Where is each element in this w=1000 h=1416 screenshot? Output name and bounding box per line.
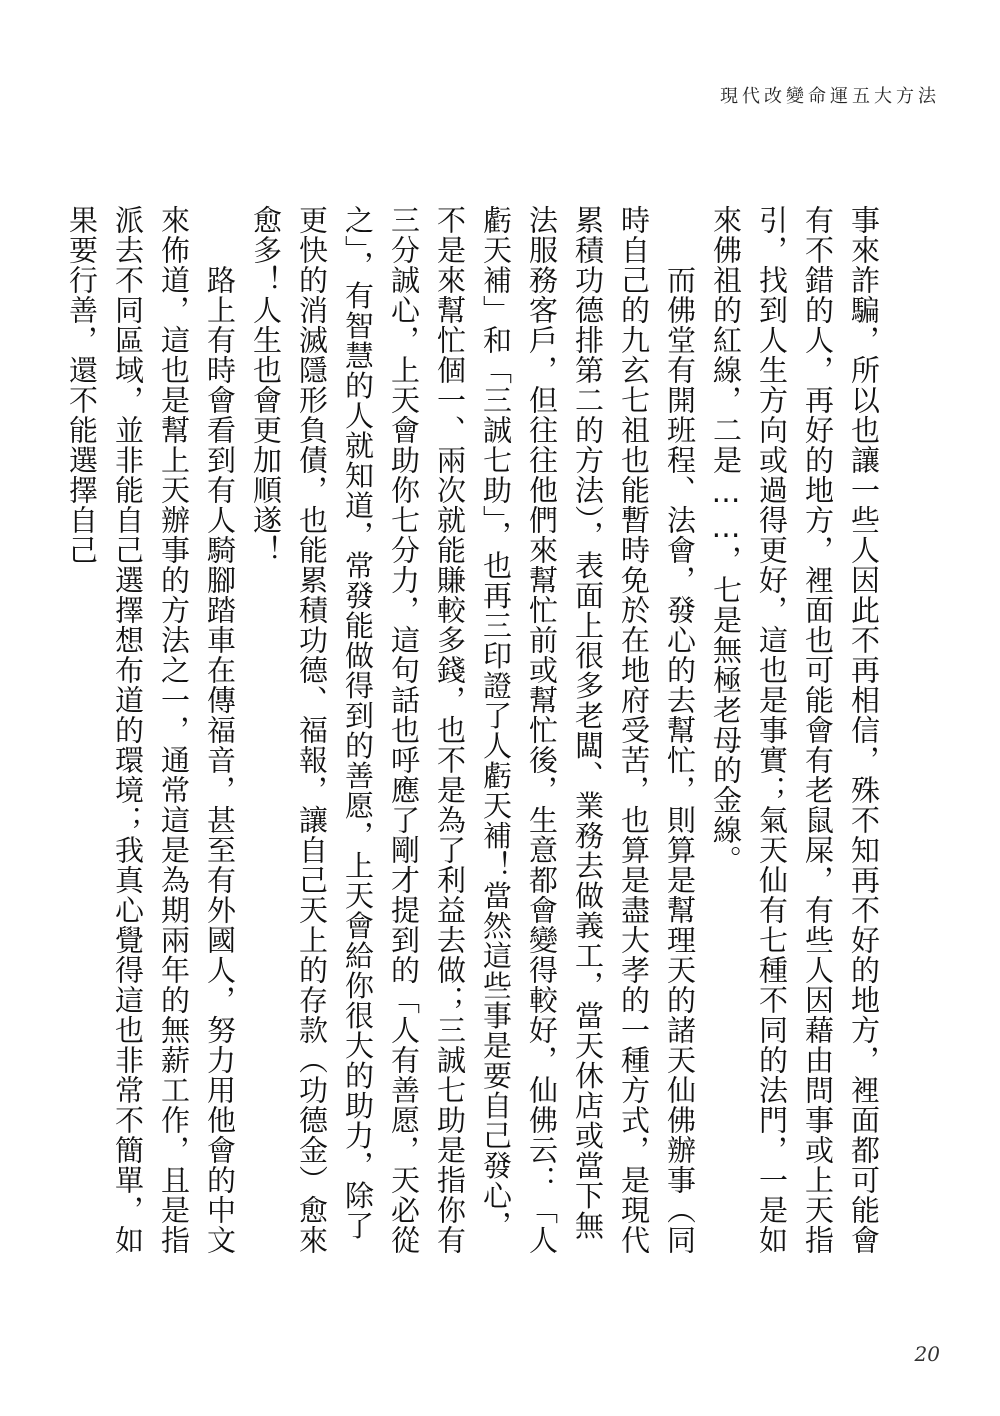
vertical-body-text — [65, 205, 887, 1285]
paragraph-2: 而佛堂有開班程、法會，發心的去幫忙，則算是幫理天的諸天仙佛辦事（同時自己的九玄七祖也能暫時免於在地府受苦，也算是盡大孝的一種方式，是現代累積功德排第二的方法），表面上很多老闆、業務去做義工，當天休店或當下無法服務客戶，但往往他們來幫忙前或幫忙後，生意都會變得較好，仙佛云：「人虧天補」和「三誠七助」，也再三印證了人虧天補！當然這些事是要自己發心，不是來幫忙個一、兩次就能賺較多錢，也不是為了利益去做；三誠七助是指你有三分誠心，上天會助你七分力，這句話也呼應了剛才提到的「人有善愿，天必從之」，有智慧的人就知道，常發能做得到的善愿，上天會給你很大的助力，除了更快的消滅隱形負債，也能累積功德、福報，讓自己天上的存款（功德金）愈來愈多！人生也會更加順遂！ — [249, 205, 697, 1255]
paragraph-1: 事來詐騙，所以也讓一些人因此不再相信，殊不知再不好的地方，裡面都可能會有不錯的人，再好的地方，裡面也可能會有老鼠屎，有些人因藉由問事或上天指引，找到人生方向或過得更好，這也是事實；氣天仙有七種不同的法門，一是如來佛祖的紅線，二是……，七是無極老母的金線。 — [709, 205, 881, 1255]
paragraph-3: 路上有時會看到有人騎腳踏車在傳福音，甚至有外國人，努力用他會的中文來佈道，這也是幫上天辦事的方法之一，通常這是為期兩年的無薪工作，且是指派去不同區域，並非能自己選擇想布道的環境；我真心覺得這也非常不簡單，如果要行善，還不能選擇自己 — [65, 205, 237, 1255]
page-number: 20 — [914, 1342, 940, 1366]
running-header-title: 現代改變命運五大方法 — [720, 86, 940, 107]
